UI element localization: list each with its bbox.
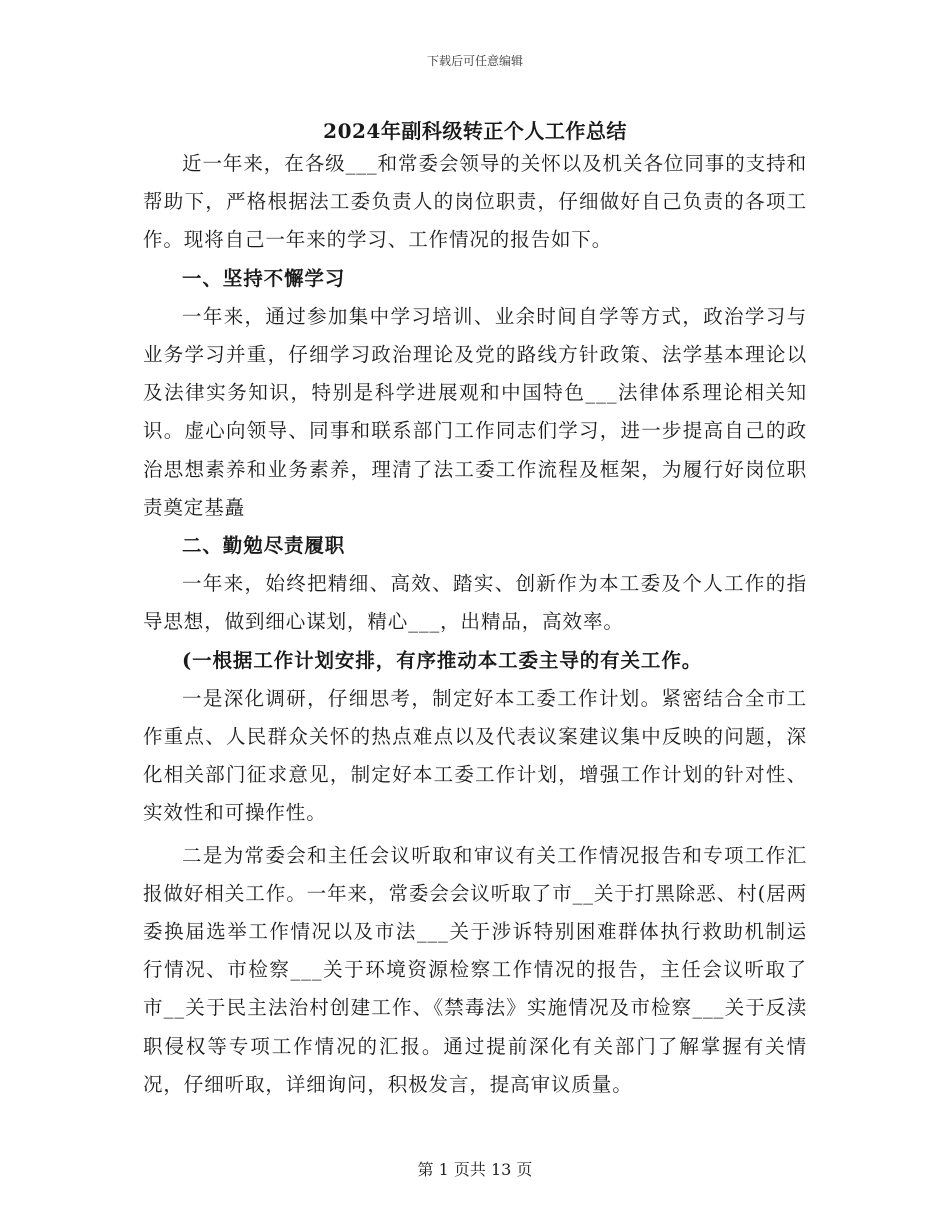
document-body	[143, 145, 807, 1104]
paragraph-intro: 近一年来，在各级___和常委会领导的关怀以及机关各位同事的支持和帮助下，严格根据法工委负责人的岗位职责，仔细做好自己负责的各项工作。现将自己一年来的学习、工作情况的报告如下。	[143, 152, 807, 252]
paragraph-study: 一年来，通过参加集中学习培训、业余时间自学等方式，政治学习与业务学习并重，仔细学习政治理论及党的路线方针政策、法学基本理论以及法律实务知识，特别是科学进展观和中国特色___法律体系理论相关知识。虚心向领导、同事和联系部门工作同志们学习，进一步提高自己的政治思想素养和业务素养，理清了法工委工作流程及框架，为履行好岗位职责奠定基矗	[143, 304, 807, 519]
section-heading-2: 二、勤勉尽责履职	[182, 534, 346, 558]
document-title: 2024年副科级转正个人工作总结	[323, 119, 627, 143]
paragraph-duty: 一年来，始终把精细、高效、踏实、创新作为本工委及个人工作的指导思想，做到细心谋划，精心___，出精品，高效率。	[143, 572, 807, 634]
subsection-heading-1: (一根据工作计划安排，有序推动本工委主导的有关工作。	[182, 648, 703, 672]
paragraph-research: 一是深化调研，仔细思考，制定好本工委工作计划。紧密结合全市工作重点、人民群众关怀的热点难点以及代表议案建议集中反映的问题，深化相关部门征求意见，制定好本工委工作计划，增强工作计划的针对性、实效性和可操作性。	[143, 686, 807, 825]
page-number: 第 1 页共 13 页	[417, 1160, 533, 1179]
section-heading-1: 一、坚持不懈学习	[182, 266, 346, 290]
paragraph-reports: 二是为常委会和主任会议听取和审议有关工作情况报告和专项工作汇报做好相关工作。一年来，常委会会议听取了市__关于打黑除恶、村(居两委换届选举工作情况以及市法___关于涉诉特别困难群体执行救助机制运行情况、市检察___关于环境资源检察工作情况的报告，主任会议听取了市__关于民主法治村创建工作、《禁毒法》实施情况及市检察___关于反渎职侵权等专项工作情况的汇报。通过提前深化有关部门了解掌握有关情况，仔细听取，详细询问，积极发言，提高审议质量。	[143, 843, 807, 1096]
header-note: 下载后可任意编辑	[426, 54, 523, 68]
